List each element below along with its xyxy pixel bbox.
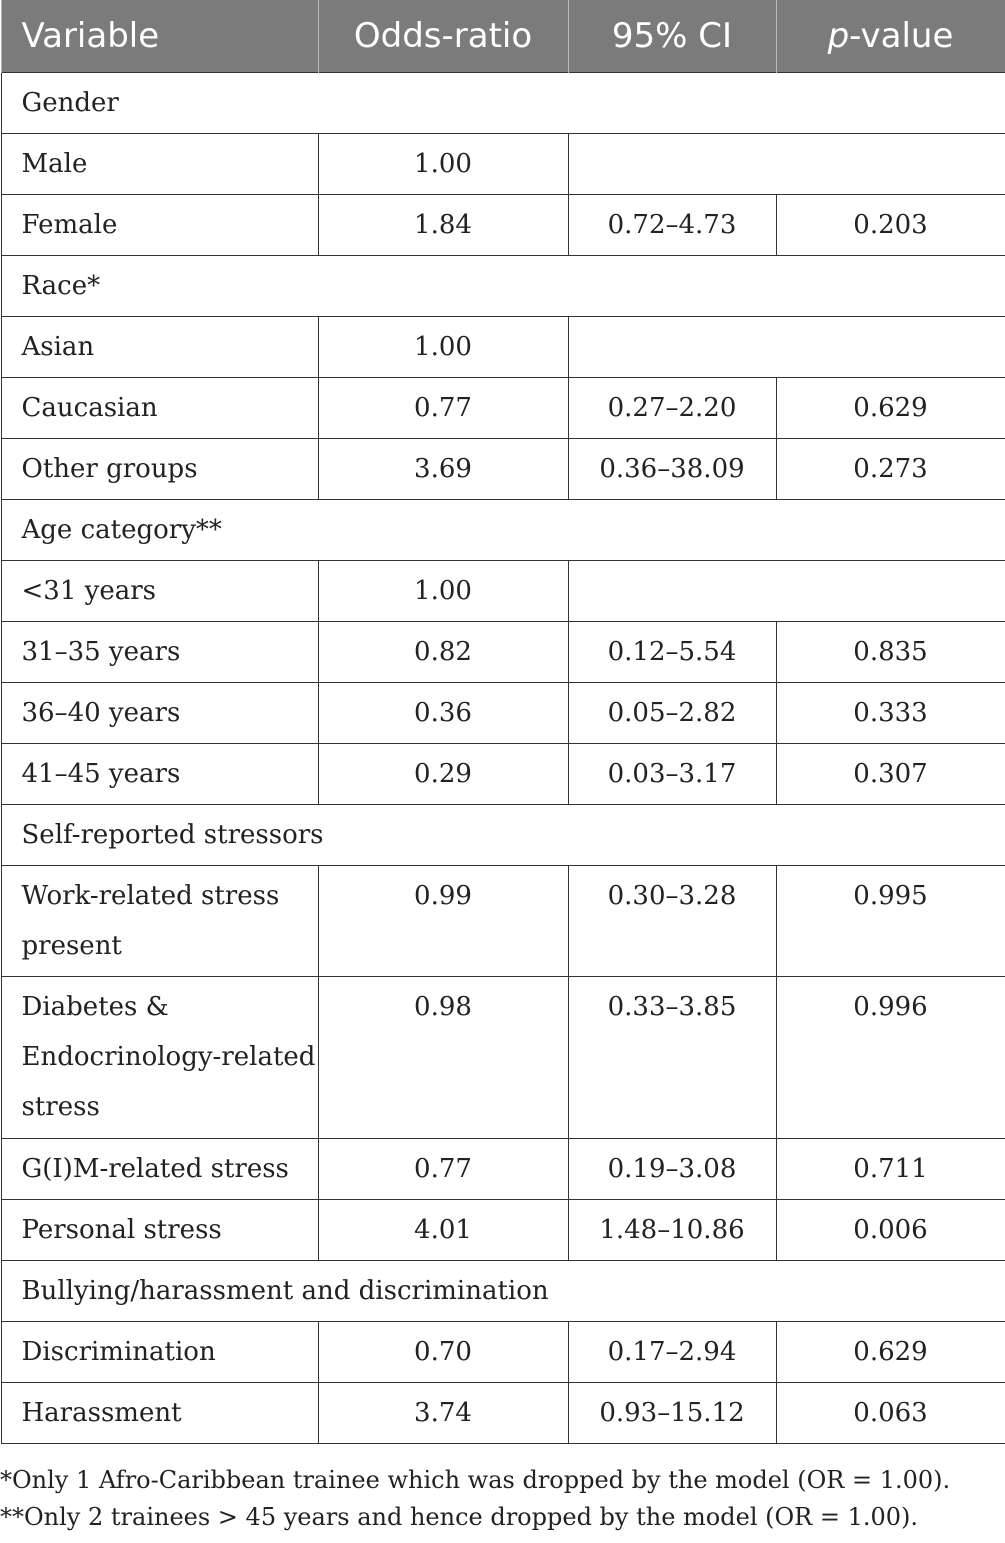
ci-cell: 0.36–38.09: [568, 439, 776, 500]
table-row: [1, 977, 1005, 1139]
ci-cell: 0.30–3.28: [568, 866, 776, 977]
table-row: [1, 744, 1005, 805]
p-value-cell: 0.006: [776, 1200, 1005, 1261]
p-value-cell: 0.629: [776, 1322, 1005, 1383]
group-label: Bullying/harassment and discrimination: [1, 1261, 1005, 1322]
variable-cell: 36–40 years: [1, 683, 318, 744]
variable-cell: <31 years: [1, 561, 318, 622]
variable-cell: Male: [1, 134, 318, 195]
variable-cell: Asian: [1, 317, 318, 378]
p-value-cell: 0.273: [776, 439, 1005, 500]
group-label: Race*: [1, 256, 1005, 317]
ci-cell: 0.93–15.12: [568, 1383, 776, 1444]
variable-cell: Diabetes & Endocrinology-related stress: [1, 977, 318, 1139]
variable-cell: Other groups: [1, 439, 318, 500]
ci-cell: 0.72–4.73: [568, 195, 776, 256]
p-value-cell: 0.995: [776, 866, 1005, 977]
empty-cell: [568, 134, 1005, 195]
group-row: [1, 500, 1005, 561]
group-row: [1, 1261, 1005, 1322]
header-variable: Variable: [1, 0, 318, 73]
variable-cell: Work-related stress present: [1, 866, 318, 977]
variable-cell: Personal stress: [1, 1200, 318, 1261]
ci-cell: 0.27–2.20: [568, 378, 776, 439]
variable-cell: Female: [1, 195, 318, 256]
p-value-cell: 0.711: [776, 1139, 1005, 1200]
variable-cell: G(I)M-related stress: [1, 1139, 318, 1200]
p-value-cell: 0.835: [776, 622, 1005, 683]
odds-ratio-cell: 0.36: [318, 683, 568, 744]
header-p-value: [776, 0, 1005, 73]
header-row: [1, 0, 1005, 73]
table-row: [1, 134, 1005, 195]
header-p-italic: p: [827, 16, 850, 56]
table-row: [1, 1200, 1005, 1261]
variable-cell: 31–35 years: [1, 622, 318, 683]
odds-ratio-cell: 0.77: [318, 378, 568, 439]
variable-cell: Discrimination: [1, 1322, 318, 1383]
table-row: [1, 1383, 1005, 1444]
odds-ratio-cell: 1.00: [318, 561, 568, 622]
ci-cell: 0.12–5.54: [568, 622, 776, 683]
ci-cell: 1.48–10.86: [568, 1200, 776, 1261]
group-row: [1, 256, 1005, 317]
table-row: [1, 866, 1005, 977]
variable-cell: 41–45 years: [1, 744, 318, 805]
table-row: [1, 1322, 1005, 1383]
variable-cell: Caucasian: [1, 378, 318, 439]
ci-cell: 0.33–3.85: [568, 977, 776, 1139]
odds-ratio-cell: 0.77: [318, 1139, 568, 1200]
ci-cell: 0.17–2.94: [568, 1322, 776, 1383]
table-row: [1, 317, 1005, 378]
p-value-cell: 0.629: [776, 378, 1005, 439]
odds-ratio-cell: 0.82: [318, 622, 568, 683]
p-value-cell: 0.996: [776, 977, 1005, 1139]
group-label: Gender: [1, 73, 1005, 134]
odds-ratio-table: [1, 0, 1005, 1444]
group-label: Age category**: [1, 500, 1005, 561]
odds-ratio-cell: 3.74: [318, 1383, 568, 1444]
ci-cell: 0.03–3.17: [568, 744, 776, 805]
table-row: [1, 561, 1005, 622]
odds-ratio-cell: 1.00: [318, 317, 568, 378]
table-row: [1, 1139, 1005, 1200]
footnotes: [0, 1462, 950, 1536]
group-label: Self-reported stressors: [1, 805, 1005, 866]
variable-cell: Harassment: [1, 1383, 318, 1444]
footnote-race: *Only 1 Afro-Caribbean trainee which was dropped by the model (OR = 1.00).: [0, 1466, 951, 1494]
table-row: [1, 439, 1005, 500]
p-value-cell: 0.307: [776, 744, 1005, 805]
table-row: [1, 195, 1005, 256]
odds-ratio-cell: 1.84: [318, 195, 568, 256]
p-value-cell: 0.203: [776, 195, 1005, 256]
empty-cell: [568, 561, 1005, 622]
ci-cell: 0.05–2.82: [568, 683, 776, 744]
group-row: [1, 73, 1005, 134]
table-row: [1, 378, 1005, 439]
table-row: [1, 622, 1005, 683]
odds-ratio-cell: 0.29: [318, 744, 568, 805]
odds-ratio-cell: 0.98: [318, 977, 568, 1139]
empty-cell: [568, 317, 1005, 378]
odds-ratio-cell: 0.99: [318, 866, 568, 977]
odds-ratio-cell: 0.70: [318, 1322, 568, 1383]
table-body: [1, 73, 1005, 1444]
odds-ratio-cell: 4.01: [318, 1200, 568, 1261]
p-value-cell: 0.333: [776, 683, 1005, 744]
odds-ratio-cell: 3.69: [318, 439, 568, 500]
group-row: [1, 805, 1005, 866]
ci-cell: 0.19–3.08: [568, 1139, 776, 1200]
table-row: [1, 683, 1005, 744]
header-odds-ratio: Odds-ratio: [318, 0, 568, 73]
table-header: [1, 0, 1005, 73]
header-ci: 95% CI: [568, 0, 776, 73]
footnote-age: **Only 2 trainees > 45 years and hence dropped by the model (OR = 1.00).: [0, 1503, 919, 1531]
p-value-cell: 0.063: [776, 1383, 1005, 1444]
header-p-rest: -value: [849, 16, 954, 56]
odds-ratio-cell: 1.00: [318, 134, 568, 195]
